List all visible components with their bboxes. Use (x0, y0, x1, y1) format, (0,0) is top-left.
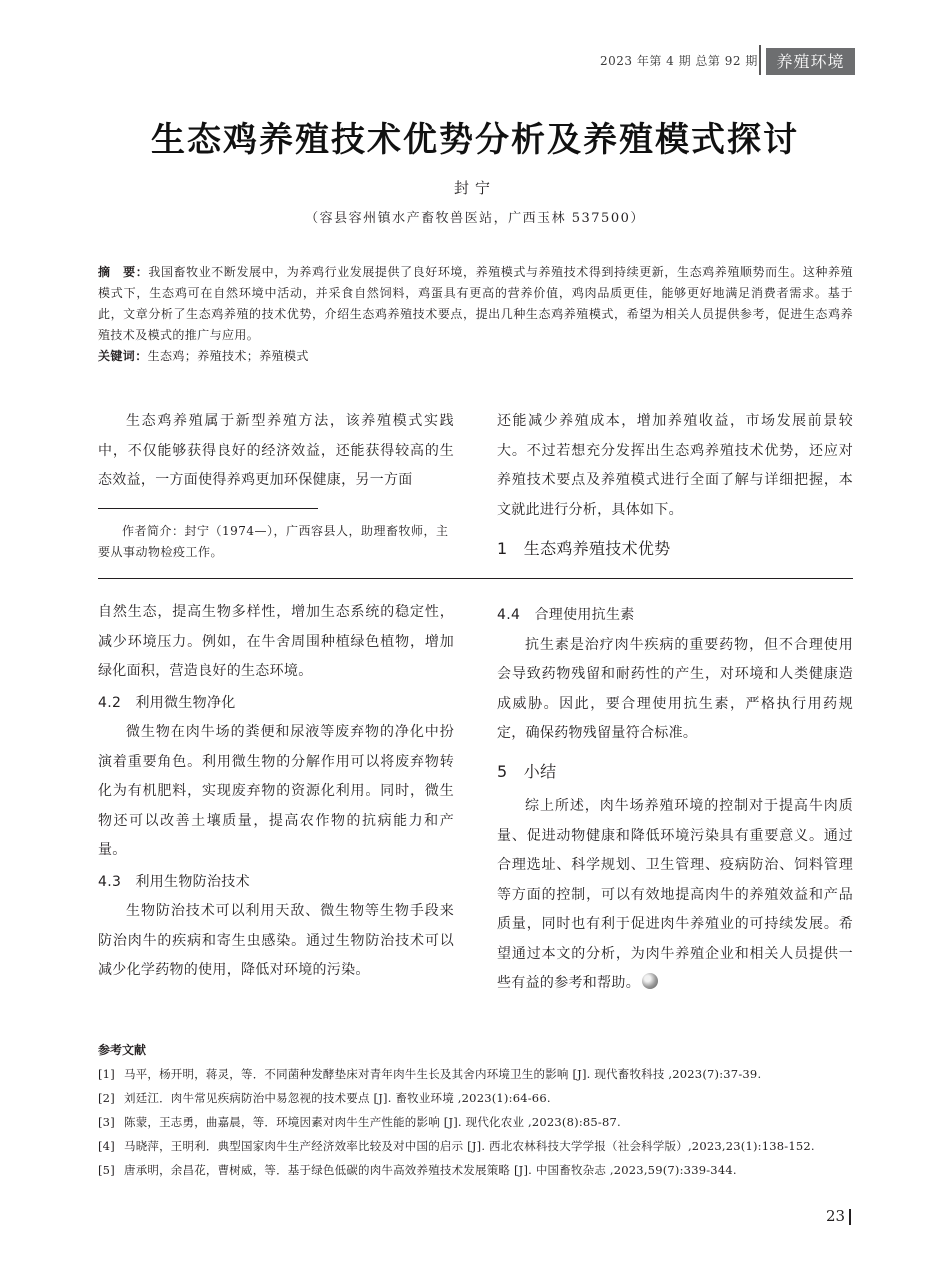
author-footnote: 作者简介：封宁（1974—），广西容县人，助理畜牧师，主要从事动物检疫工作。 (98, 524, 449, 559)
page-number: 23 (826, 1207, 846, 1225)
top-right-column (497, 407, 853, 564)
reference-number: [1] (98, 1067, 115, 1081)
section-4-4-paragraph: 抗生素是治疗肉牛疾病的重要药物，但不合理使用会导致药物残留和耐药性的产生，对环境和人类健康造成威胁。因此，要合理使用抗生素，严格执行用药规定，确保药物残留量符合标准。 (497, 636, 853, 741)
abstract-text: 我国畜牧业不断发展中，为养鸡行业发展提供了良好环境，养殖模式与养殖技术得到持续更新，生态鸡养殖顺势而生。这种养殖模式下，生态鸡可在自然环境中活动，并采食自然饲料，鸡蛋具有更高的营养价值，鸡肉品质更佳，能够更好地满足消费者需求。基于此，文章分析了生态鸡养殖的技术优势，介绍生态鸡养殖技术要点，提出几种生态鸡养殖模式，希望为相关人员提供参考，促进生态鸡养殖技术及模式的推广与应用。 (98, 265, 854, 342)
reference-number: [2] (98, 1091, 115, 1105)
section-5-heading: 5 小结 (497, 761, 557, 781)
header-divider (759, 45, 761, 75)
footnote-rule (98, 508, 318, 509)
reference-number: [5] (98, 1163, 115, 1177)
reference-item (98, 1062, 858, 1086)
section-4-2-heading: 4.2 利用微生物净化 (98, 694, 236, 711)
conclusion-text: 综上所述，肉牛场养殖环境的控制对于提高牛肉质量、促进动物健康和降低环境污染具有重要意义。通过合理选址、科学规划、卫生管理、疫病防治、饲料管理等方面的控制，可以有效地提高肉牛的养殖效益和产品质量，同时也有利于促进肉牛养殖业的可持续发展。希望通过本文的分析，为肉牛养殖企业和相关人员提供一些有益的参考和帮助。 (497, 798, 853, 991)
keywords (98, 346, 853, 367)
reference-item (98, 1158, 858, 1182)
reference-text: 陈蒙，王志勇，曲嘉晨，等．环境因素对肉牛生产性能的影响 [J]. 现代化农业 ,2023(8):85-87. (124, 1115, 621, 1129)
author-name: 封宁 (453, 179, 496, 197)
abstract-label: 摘 要： (98, 265, 149, 279)
reference-number: [4] (98, 1139, 115, 1153)
keywords-label: 关键词： (98, 349, 148, 363)
reference-text: 唐承明，余昌花，曹树威，等．基于绿色低碳的肉牛高效养殖技术发展策略 [J]. 中国畜牧杂志 ,2023,59(7):339-344. (124, 1163, 737, 1177)
page-split-rule (98, 578, 853, 579)
section-1-heading: 1 生态鸡养殖技术优势 (497, 539, 671, 558)
abstract (98, 262, 853, 346)
conclusion-paragraph (497, 792, 853, 999)
section-4-3-heading: 4.3 利用生物防治技术 (98, 873, 250, 890)
reference-text: 刘廷江．肉牛常见疾病防治中易忽视的技术要点 [J]. 畜牧业环境 ,2023(1):64-66. (124, 1091, 551, 1105)
reference-item (98, 1134, 858, 1158)
section-tag: 养殖环境 (766, 48, 855, 75)
reference-number: [3] (98, 1115, 115, 1129)
section-4-3-paragraph: 生物防治技术可以利用天敌、微生物等生物手段来防治肉牛的疾病和寄生虫感染。通过生物防治技术可以减少化学药物的使用，降低对环境的污染。 (98, 903, 454, 978)
reference-item (98, 1086, 858, 1110)
reference-list (98, 1062, 858, 1182)
page-number-bar (849, 1209, 851, 1225)
section-4-4-heading: 4.4 合理使用抗生素 (497, 607, 635, 623)
keywords-text: 生态鸡；养殖技术；养殖模式 (147, 349, 309, 363)
article-title: 生态鸡养殖技术优势分析及养殖模式探讨 (151, 120, 799, 160)
reference-text: 马晓萍，王明利．典型国家肉牛生产经济效率比较及对中国的启示 [J]. 西北农林科技大学学报（社会科学版）,2023,23(1):138-152. (124, 1139, 815, 1153)
bottom-left-column (98, 598, 454, 986)
end-mark-globe-icon (642, 973, 658, 989)
reference-text: 马平，杨开明，蒋灵，等．不同菌种发酵垫床对青年肉牛生长及其舍内环境卫生的影响 [J]. 现代畜牧科技 ,2023(7):37-39. (124, 1067, 762, 1081)
section-4-2-paragraph: 微生物在肉牛场的粪便和尿液等废弃物的净化中扮演着重要角色。利用微生物的分解作用可以将废弃物转化为有机肥料，实现废弃物的资源化利用。同时，微生物还可以改善土壤质量，提高农作物的抗病能力和产量。 (98, 724, 454, 858)
intro-paragraph-continued: 还能减少养殖成本，增加养殖收益，市场发展前景较大。不过若想充分发挥出生态鸡养殖技术优势，还应对养殖技术要点及养殖模式进行全面了解与详细把握，本文就此进行分析，具体如下。 (497, 413, 853, 518)
reference-item (98, 1110, 858, 1134)
author-affiliation: （容县容州镇水产畜牧兽医站，广西玉林 537500） (305, 211, 645, 226)
top-left-column (98, 407, 454, 496)
section-4-1-continued: 自然生态，提高生物多样性，增加生态系统的稳定性，减少环境压力。例如，在牛舍周围种植绿色植物，增加绿化面积，营造良好的生态环境。 (98, 604, 454, 679)
references-title: 参考文献 (98, 1043, 147, 1057)
bottom-right-column (497, 601, 853, 999)
intro-paragraph: 生态鸡养殖属于新型养殖方法，该养殖模式实践中，不仅能够获得良好的经济效益，还能获得较高的生态效益，一方面使得养鸡更加环保健康，另一方面 (98, 413, 454, 488)
issue-info: 2023 年第 4 期 总第 92 期 (600, 54, 758, 68)
